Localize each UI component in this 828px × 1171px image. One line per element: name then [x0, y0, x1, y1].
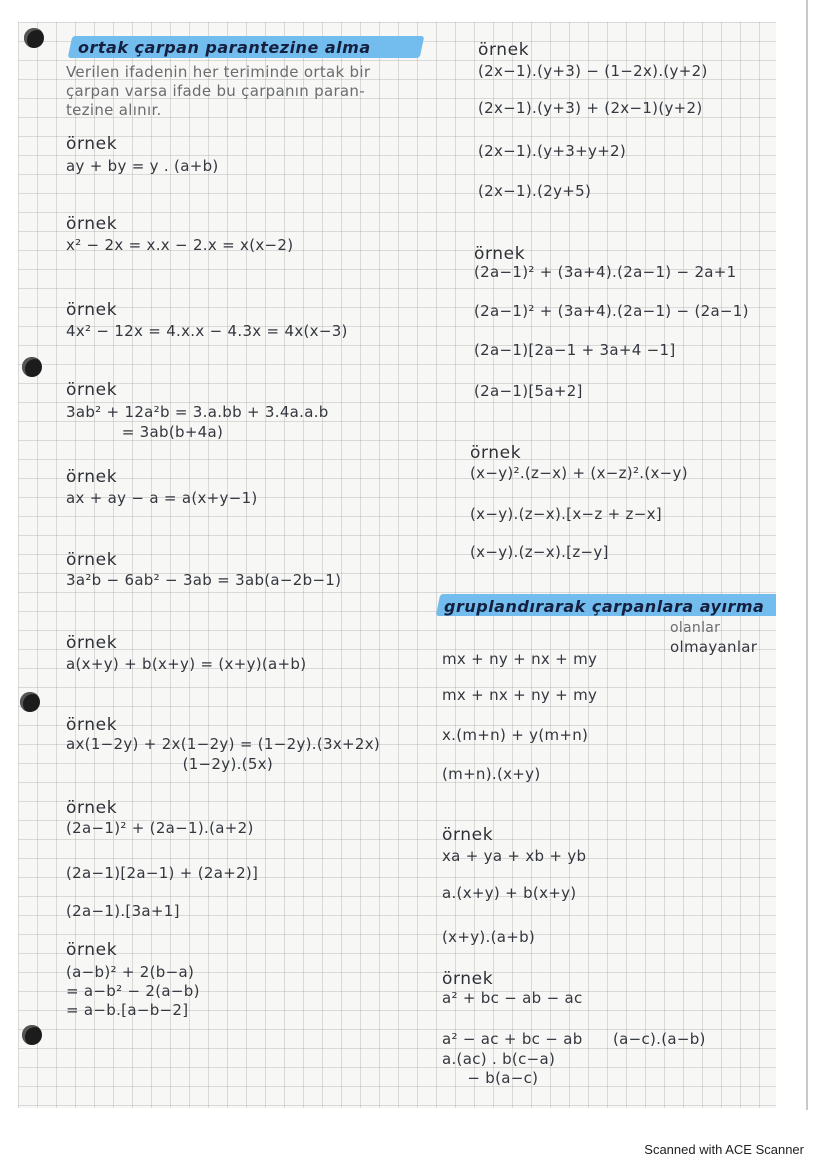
example-line: ax + ay − a = a(x+y−1)	[66, 489, 258, 507]
example-line: (2x−1).(y+3+y+2)	[478, 142, 627, 160]
example-line: a² − ac + bc − ab (a−c).(a−b)	[442, 1030, 706, 1048]
scanner-watermark: Scanned with ACE Scanner	[644, 1142, 804, 1157]
example-line: (x+y).(a+b)	[442, 928, 536, 946]
left-title: ortak çarpan parantezine alma	[78, 38, 371, 57]
example-line: (2x−1).(y+3) − (1−2x).(y+2)	[478, 62, 708, 80]
example-line: (1−2y).(5x)	[66, 755, 273, 773]
example-line: = a−b.[a−b−2]	[66, 1001, 189, 1019]
example-line: (2a−1)[2a−1 + 3a+4 −1]	[474, 341, 676, 359]
page-edge-line	[806, 0, 808, 1110]
example-label: örnek	[66, 940, 118, 960]
example-line: ay + by = y . (a+b)	[66, 157, 219, 175]
side-note: olanlar	[670, 620, 721, 636]
binder-hole	[22, 357, 42, 377]
example-label: örnek	[442, 825, 494, 845]
example-line: a.(ac) . b(c−a)	[442, 1050, 556, 1068]
grouping-step: (m+n).(x+y)	[442, 765, 541, 783]
example-line: a(x+y) + b(x+y) = (x+y)(a+b)	[66, 655, 307, 673]
side-note: olmayanlar	[670, 638, 758, 656]
example-line: ax(1−2y) + 2x(1−2y) = (1−2y).(3x+2x)	[66, 735, 381, 753]
intro-line-3: tezine alınır.	[66, 101, 162, 119]
section2-title: gruplandırarak çarpanlara ayırma	[444, 597, 765, 616]
example-line: 3ab² + 12a²b = 3.a.bb + 3.4a.a.b	[66, 403, 329, 421]
example-label: örnek	[66, 380, 118, 400]
example-line: (2a−1)² + (2a−1).(a+2)	[66, 819, 254, 837]
binder-hole	[20, 692, 40, 712]
example-line: (2x−1).(2y+5)	[478, 182, 592, 200]
example-line: (2a−1)[2a−1) + (2a+2)]	[66, 864, 259, 882]
example-label: örnek	[66, 798, 118, 818]
example-line: − b(a−c)	[442, 1069, 539, 1087]
example-line: = 3ab(b+4a)	[66, 423, 224, 441]
example-label: örnek	[66, 467, 118, 487]
example-line: (x−y).(z−x).[x−z + z−x]	[470, 505, 662, 523]
example-line: a² + bc − ab − ac	[442, 989, 583, 1007]
binder-hole	[22, 1025, 42, 1045]
example-line: (2a−1)[5a+2]	[474, 382, 583, 400]
example-label: örnek	[470, 443, 522, 463]
binder-hole	[24, 28, 44, 48]
example-line: x² − 2x = x.x − 2.x = x(x−2)	[66, 236, 294, 254]
example-line: 4x² − 12x = 4.x.x − 4.3x = 4x(x−3)	[66, 322, 348, 340]
grouping-step: x.(m+n) + y(m+n)	[442, 726, 589, 744]
example-line: 3a²b − 6ab² − 3ab = 3ab(a−2b−1)	[66, 571, 342, 589]
example-line: (2a−1).[3a+1]	[66, 902, 180, 920]
example-line: a.(x+y) + b(x+y)	[442, 884, 577, 902]
example-line: (2a−1)² + (3a+4).(2a−1) − (2a−1)	[474, 302, 749, 320]
example-label: örnek	[478, 40, 530, 60]
example-label: örnek	[474, 244, 526, 264]
example-line: = a−b² − 2(a−b)	[66, 982, 200, 1000]
intro-line-2: çarpan varsa ifade bu çarpanın paran-	[66, 82, 365, 100]
example-label: örnek	[66, 715, 118, 735]
example-line: (2a−1)² + (3a+4).(2a−1) − 2a+1	[474, 263, 737, 281]
example-label: örnek	[66, 134, 118, 154]
example-line: (x−y).(z−x).[z−y]	[470, 543, 609, 561]
example-line: (a−b)² + 2(b−a)	[66, 963, 195, 981]
example-label: örnek	[442, 969, 494, 989]
example-line: (x−y)².(z−x) + (x−z)².(x−y)	[470, 464, 688, 482]
example-label: örnek	[66, 300, 118, 320]
example-line: xa + ya + xb + yb	[442, 847, 587, 865]
notebook-page	[18, 22, 776, 1108]
example-label: örnek	[66, 633, 118, 653]
intro-line-1: Verilen ifadenin her teriminde ortak bir	[66, 63, 371, 81]
grouping-step: mx + ny + nx + my	[442, 650, 598, 668]
example-label: örnek	[66, 550, 118, 570]
example-label: örnek	[66, 214, 118, 234]
example-line: (2x−1).(y+3) + (2x−1)(y+2)	[478, 99, 703, 117]
grouping-step: mx + nx + ny + my	[442, 686, 598, 704]
